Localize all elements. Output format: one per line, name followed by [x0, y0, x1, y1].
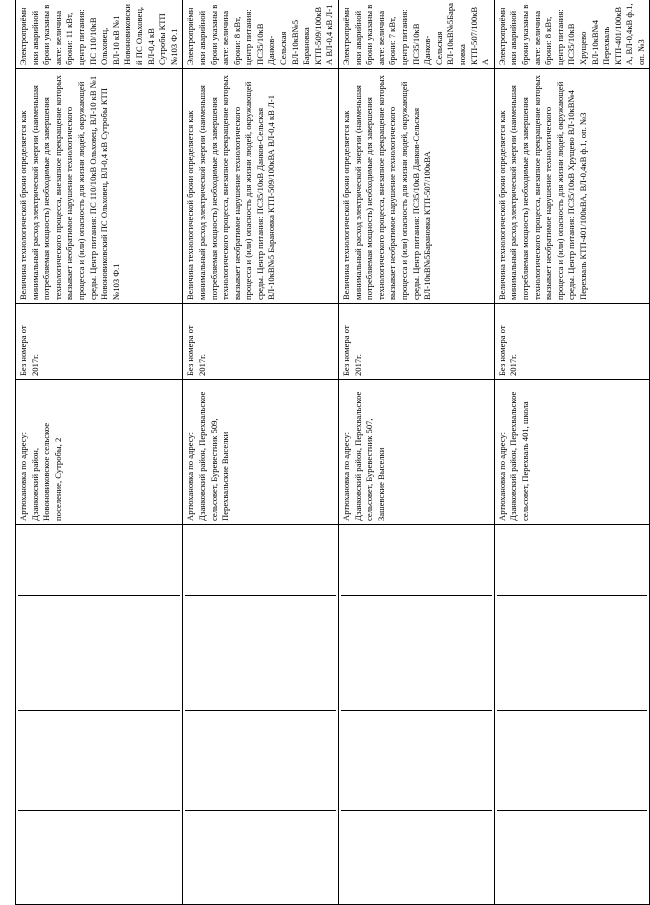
reserve-table: [15, 0, 650, 905]
emergency-reserve-cell: Электроприёмники аварийной брони указаны в акте: величина брони: 7 кВт, центр питания: ПС35/10кВ Данков-Сельская ВЛ-10кВ№5Барановка КТП-507/100кВА: [339, 0, 495, 69]
tech-reserve-cell: Величина технологической брони определяется как минимальный расход электрической энергии (наименьшая потребляемая мощность) необходимые для завершения технологического процесса, внезапное прекращение которых вызывает необратимое нарушение технологического процесса и (или) опасность для жизни людей, окружающей среды. Центр питания: ПС35/10кВ Данков-Сельская ВЛ-10кВ№5Барановка КТП-507/100кВА: [339, 69, 495, 304]
rotated-table-wrapper: [15, 0, 646, 905]
table-row: [494, 0, 650, 905]
blank-columns: [16, 525, 183, 905]
table-row: [16, 0, 183, 905]
table-row: [339, 0, 495, 905]
table-row: [183, 0, 339, 905]
document-cell: Без номера от 2017г.: [16, 304, 183, 380]
document-cell: Без номера от 2017г.: [494, 304, 650, 380]
address-cell: Артюхановка по адресу: Дзанковский район, Перехвальское сельсовет, Буревестник 507, Зашевские Выселки: [339, 380, 495, 525]
tech-reserve-cell: Величина технологической брони определяется как минимальный расход электрической энергии (наименьшая потребляемая мощность) необходимые для завершения технологического процесса, внезапное прекращение которых вызывает необратимое нарушение технологического процесса и (или) опасность для жизни людей, окружающей среды. Центр питания: ПС35/10кВ Хрущево ВЛ-10кВ№4 Перехваль КТП-401/100кВА, ВЛ-0,4кВ ф.1, оп. №3: [494, 69, 650, 304]
blank-columns: [339, 525, 495, 905]
tech-reserve-cell: Величина технологической брони определяется как минимальный расход электрической энергии (наименьшая потребляемая мощность) необходимые для завершения технологического процесса, внезапное прекращение которых вызывает необратимое нарушение технологического процесса и (или) опасность для жизни людей, окружающей среды. Центр питания: ПС35/10кВ Данков-Сельская ВЛ-10кВ№5 Барановка КТП-509/100кВА ВЛ-0,4 кВ Л-1: [183, 69, 339, 304]
document-cell: Без номера от 2017г.: [339, 304, 495, 380]
document-cell: Без номера от 2017г.: [183, 304, 339, 380]
blank-columns: [183, 525, 339, 905]
emergency-reserve-cell: Электроприёмники аварийной брони указаны в акте: величина брони: 8 кВт, центр питания: ПС35/10кВ Данков-Сельская ВЛ-10кВ№5 Барановка КТП-509/100кВА ВЛ-0,4 кВ Л-1: [183, 0, 339, 69]
tech-reserve-cell: Величина технологической брони определяется как минимальный расход электрической энергии (наименьшая потребляемая мощность) необходимые для завершения технологического процесса, внезапное прекращение которых вызывает необратимое нарушение технологического процесса и (или) опасность для жизни людей, окружающей среды. Центр питания: ПС 110/10кВ Ольховец, ВЛ-10 кВ №1 Новоновиковский ПС Ольховец, ВЛ-0,4 кВ Сутробы КТП №103 Ф.1: [16, 69, 183, 304]
address-cell: Артюхановка по адресу: Дзанковский район, Перехвальское сельсовет, Буревестник 509, Перехвальские Выселки: [183, 380, 339, 525]
address-cell: Артюхановка по адресу: Дзанковский район, Новоновиковское сельское поселение, Сутробы, 2: [16, 380, 183, 525]
address-cell: Артюхановка по адресу: Дзанковский район, Перехвальское сельсовет, Перехваль 401, школа: [494, 380, 650, 525]
blank-columns: [494, 525, 650, 905]
emergency-reserve-cell: Электроприёмники аварийной брони указаны в акте: величина брони: 8 кВт, центр питания: ПС35/10кВ Хрущево ВЛ-10кВ№4 Перехваль КТП-401/100кВА, ВЛ-0,4кВ ф.1, оп. №3: [494, 0, 650, 69]
emergency-reserve-cell: Электроприёмники аварийной брони указаны в акте: величина брони: 11 кВт, центр питания: ПС 110/10кВ Ольховец, ВЛ-10 кВ №1 Новоновиковский ПС Ольховец, ВЛ-0,4 кВ Сутробы КТП №103 Ф.1: [16, 0, 183, 69]
